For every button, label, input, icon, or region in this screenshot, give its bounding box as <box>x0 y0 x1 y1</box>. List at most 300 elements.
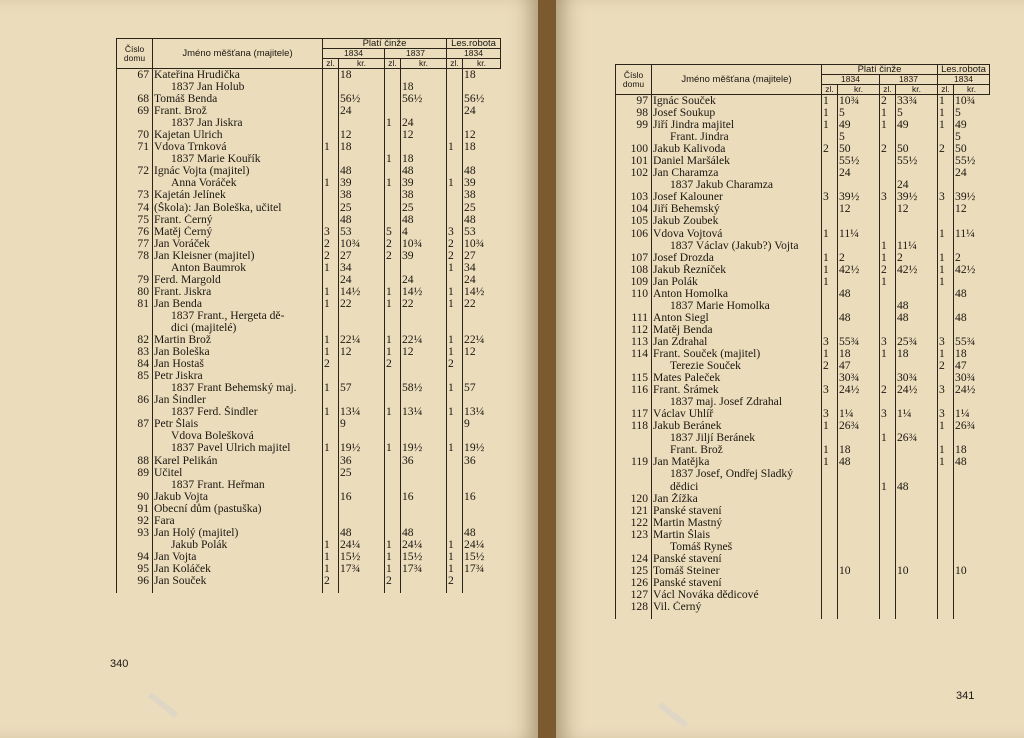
amount-cell <box>323 455 339 467</box>
owner-name-cell: Frant. Černý <box>153 214 323 226</box>
amount-cell: 18 <box>838 444 880 456</box>
amount-cell <box>339 575 385 593</box>
amount-cell <box>447 418 463 430</box>
amount-cell <box>339 153 385 165</box>
amount-cell: 24 <box>463 105 501 117</box>
amount-cell: 2 <box>447 575 463 593</box>
house-number-cell: 126 <box>616 577 652 589</box>
amount-cell <box>938 601 954 619</box>
table-row <box>117 358 501 370</box>
amount-cell <box>938 372 954 384</box>
amount-cell: 1 <box>447 141 463 153</box>
amount-cell <box>838 179 880 191</box>
amount-cell: 25¾ <box>896 336 938 348</box>
amount-cell: 1 <box>880 481 896 493</box>
amount-cell <box>896 456 938 468</box>
amount-cell <box>954 276 990 288</box>
amount-cell <box>880 565 896 577</box>
amount-cell <box>822 601 838 619</box>
amount-cell <box>447 165 463 177</box>
amount-cell <box>463 322 501 334</box>
table-row <box>616 481 990 493</box>
amount-cell <box>323 467 339 479</box>
owner-name-cell: Frant. Šrámek <box>652 384 822 396</box>
house-number-cell: 121 <box>616 505 652 517</box>
owner-name-cell: Panské stavení <box>652 553 822 565</box>
amount-cell <box>822 517 838 529</box>
owner-name-cell: Jan Polák <box>652 276 822 288</box>
unit-header-zl: zl. <box>385 59 401 69</box>
amount-cell <box>323 214 339 226</box>
amount-cell <box>822 481 838 493</box>
amount-cell <box>447 117 463 129</box>
amount-cell <box>896 505 938 517</box>
amount-cell <box>880 215 896 227</box>
amount-cell: 2 <box>447 238 463 250</box>
owner-name-cell: Václav Uhlíř <box>652 408 822 420</box>
amount-cell: 1 <box>323 334 339 346</box>
amount-cell: 49 <box>838 119 880 131</box>
house-number-cell: 71 <box>117 141 153 153</box>
amount-cell: 12 <box>954 203 990 215</box>
amount-cell <box>323 430 339 442</box>
amount-cell <box>880 167 896 179</box>
owner-name-cell: Anton Siegl <box>652 312 822 324</box>
amount-cell: 1 <box>447 382 463 394</box>
table-row <box>616 336 990 348</box>
house-number-cell: 84 <box>117 358 153 370</box>
amount-cell: 1 <box>447 563 463 575</box>
owner-name-cell: Jan Charamza <box>652 167 822 179</box>
amount-cell <box>447 370 463 382</box>
owner-name-cell: Tomáš Ryneš <box>652 541 822 553</box>
owner-name-cell: Frant. Jiskra <box>153 286 323 298</box>
amount-cell: 1 <box>880 348 896 360</box>
amount-cell: 22¼ <box>463 334 501 346</box>
amount-cell: 25 <box>339 467 385 479</box>
amount-cell <box>385 165 401 177</box>
house-number-cell <box>117 406 153 418</box>
amount-cell: 25 <box>339 202 385 214</box>
amount-cell <box>896 444 938 456</box>
amount-cell <box>447 274 463 286</box>
amount-cell <box>838 215 880 227</box>
amount-cell <box>880 203 896 215</box>
amount-cell: 12 <box>463 129 501 141</box>
right-page-number: 341 <box>956 690 975 702</box>
owner-name-cell: Jakub Polák <box>153 539 323 551</box>
house-number-cell: 113 <box>616 336 652 348</box>
amount-cell: 1 <box>323 551 339 563</box>
amount-cell: 39½ <box>896 191 938 203</box>
table-row <box>616 372 990 384</box>
house-number-cell: 109 <box>616 276 652 288</box>
table-row <box>117 238 501 250</box>
amount-cell <box>880 360 896 372</box>
amount-cell: 56½ <box>463 93 501 105</box>
amount-cell <box>323 515 339 527</box>
amount-cell <box>323 370 339 382</box>
amount-cell <box>954 529 990 541</box>
amount-cell: 1 <box>385 298 401 310</box>
table-row <box>117 334 501 346</box>
amount-cell: 2 <box>880 264 896 276</box>
amount-cell <box>401 370 447 382</box>
amount-cell <box>447 479 463 491</box>
owner-name-cell: Vdova Vojtová <box>652 228 822 240</box>
table-row <box>616 288 990 300</box>
col-header-year: 1834 <box>938 75 990 85</box>
amount-cell: 1 <box>323 177 339 189</box>
table-row <box>616 589 990 601</box>
house-number-cell: 111 <box>616 312 652 324</box>
amount-cell <box>385 503 401 515</box>
house-number-cell <box>117 81 153 93</box>
amount-cell: 14½ <box>339 286 385 298</box>
amount-cell: 13¼ <box>463 406 501 418</box>
amount-cell: 1 <box>822 252 838 264</box>
amount-cell: 17¾ <box>463 563 501 575</box>
amount-cell: 27 <box>339 250 385 262</box>
amount-cell <box>385 418 401 430</box>
amount-cell <box>954 493 990 505</box>
amount-cell <box>385 527 401 539</box>
owner-name-cell: Jan Benda <box>153 298 323 310</box>
amount-cell: 1 <box>385 406 401 418</box>
amount-cell: 1 <box>447 262 463 274</box>
amount-cell: 10 <box>896 565 938 577</box>
house-number-cell: 114 <box>616 348 652 360</box>
amount-cell <box>323 93 339 105</box>
amount-cell <box>385 322 401 334</box>
house-number-cell: 127 <box>616 589 652 601</box>
owner-name-cell: Fara <box>153 515 323 527</box>
amount-cell: 58½ <box>401 382 447 394</box>
owner-name-cell: Jan Hostaš <box>153 358 323 370</box>
owner-name-cell: Vdova Bolešková <box>153 430 323 442</box>
table-row <box>616 203 990 215</box>
house-number-cell: 68 <box>117 93 153 105</box>
amount-cell <box>880 179 896 191</box>
amount-cell <box>938 517 954 529</box>
amount-cell: 2 <box>385 575 401 593</box>
unit-header-zl: zl. <box>822 85 838 95</box>
owner-name-cell: Jan Matějka <box>652 456 822 468</box>
amount-cell: 1 <box>447 177 463 189</box>
amount-cell <box>938 589 954 601</box>
amount-cell <box>938 300 954 312</box>
owner-name-cell: Jiří Jindra majitel <box>652 119 822 131</box>
amount-cell <box>401 479 447 491</box>
house-number-cell: 100 <box>616 143 652 155</box>
owner-name-cell: 1837 Frant. Heřman <box>153 479 323 491</box>
amount-cell <box>838 589 880 601</box>
amount-cell: 48 <box>463 214 501 226</box>
amount-cell: 48 <box>339 165 385 177</box>
amount-cell: 15½ <box>401 551 447 563</box>
house-number-cell: 96 <box>117 575 153 593</box>
amount-cell <box>323 69 339 82</box>
col-header-number: Číslo domu <box>117 39 153 69</box>
amount-cell <box>401 394 447 406</box>
amount-cell: 2 <box>880 143 896 155</box>
amount-cell: 3 <box>822 191 838 203</box>
owner-name-cell: 1837 maj. Josef Zdrahal <box>652 396 822 408</box>
amount-cell <box>401 515 447 527</box>
house-number-cell <box>616 240 652 252</box>
amount-cell: 48 <box>401 165 447 177</box>
amount-cell: 1 <box>822 348 838 360</box>
amount-cell <box>880 529 896 541</box>
amount-cell <box>880 288 896 300</box>
amount-cell <box>401 262 447 274</box>
house-number-cell: 116 <box>616 384 652 396</box>
house-number-cell <box>117 262 153 274</box>
amount-cell: 50 <box>896 143 938 155</box>
house-number-cell: 107 <box>616 252 652 264</box>
house-number-cell: 87 <box>117 418 153 430</box>
amount-cell <box>822 179 838 191</box>
amount-cell: 1 <box>938 228 954 240</box>
house-number-cell: 97 <box>616 95 652 108</box>
owner-name-cell: Jan Zdrahal <box>652 336 822 348</box>
amount-cell: 11¼ <box>896 240 938 252</box>
amount-cell: 1 <box>385 177 401 189</box>
amount-cell: 48 <box>954 312 990 324</box>
book-gutter <box>538 0 556 738</box>
amount-cell: 18 <box>339 141 385 153</box>
amount-cell <box>401 467 447 479</box>
amount-cell <box>938 203 954 215</box>
amount-cell <box>822 468 838 480</box>
amount-cell <box>401 358 447 370</box>
amount-cell <box>385 479 401 491</box>
amount-cell <box>339 515 385 527</box>
house-number-cell <box>117 539 153 551</box>
amount-cell <box>385 274 401 286</box>
amount-cell: 1 <box>938 456 954 468</box>
amount-cell <box>401 430 447 442</box>
table-row <box>616 360 990 372</box>
amount-cell: 14½ <box>401 286 447 298</box>
amount-cell <box>447 129 463 141</box>
amount-cell <box>463 467 501 479</box>
owner-name-cell: Jakub Beránek <box>652 420 822 432</box>
amount-cell <box>323 117 339 129</box>
amount-cell <box>896 324 938 336</box>
house-number-cell <box>616 481 652 493</box>
amount-cell: 2 <box>896 252 938 264</box>
table-row <box>117 322 501 334</box>
house-number-cell: 74 <box>117 202 153 214</box>
amount-cell <box>880 396 896 408</box>
amount-cell: 3 <box>880 408 896 420</box>
owner-name-cell: Ferd. Margold <box>153 274 323 286</box>
amount-cell <box>447 189 463 201</box>
house-number-cell: 79 <box>117 274 153 286</box>
house-number-cell <box>117 117 153 129</box>
house-number-cell: 70 <box>117 129 153 141</box>
owner-name-cell: 1837 Marie Kouřík <box>153 153 323 165</box>
amount-cell: 49 <box>954 119 990 131</box>
house-number-cell <box>616 541 652 553</box>
amount-cell: 1 <box>822 420 838 432</box>
amount-cell <box>447 93 463 105</box>
amount-cell <box>385 491 401 503</box>
amount-cell <box>954 589 990 601</box>
owner-name-cell: Panské stavení <box>652 577 822 589</box>
owner-name-cell: Učitel <box>153 467 323 479</box>
amount-cell <box>938 541 954 553</box>
owner-name-cell: Vdova Trnková <box>153 141 323 153</box>
amount-cell <box>323 153 339 165</box>
table-row <box>616 517 990 529</box>
amount-cell <box>463 358 501 370</box>
amount-cell: 1 <box>447 551 463 563</box>
table-row <box>117 479 501 491</box>
amount-cell: 27 <box>463 250 501 262</box>
amount-cell: 1 <box>447 334 463 346</box>
amount-cell: 1 <box>385 117 401 129</box>
amount-cell: 24½ <box>896 384 938 396</box>
amount-cell: 16 <box>339 491 385 503</box>
amount-cell <box>447 515 463 527</box>
amount-cell <box>385 262 401 274</box>
amount-cell: 55½ <box>954 155 990 167</box>
amount-cell: 18 <box>401 153 447 165</box>
amount-cell <box>880 601 896 619</box>
house-number-cell: 115 <box>616 372 652 384</box>
amount-cell <box>463 394 501 406</box>
table-row <box>117 455 501 467</box>
owner-name-cell: 1837 Josef, Ondřej Sladký <box>652 468 822 480</box>
unit-header-kr: kr. <box>339 59 385 69</box>
amount-cell <box>401 575 447 593</box>
table-row <box>117 81 501 93</box>
amount-cell <box>385 214 401 226</box>
amount-cell: 1 <box>323 346 339 358</box>
table-row <box>616 601 990 619</box>
amount-cell <box>447 153 463 165</box>
amount-cell: 18 <box>463 69 501 82</box>
amount-cell <box>838 300 880 312</box>
amount-cell <box>938 432 954 444</box>
amount-cell: 1 <box>447 286 463 298</box>
owner-name-cell: dici (majitelé) <box>153 322 323 334</box>
house-number-cell <box>616 179 652 191</box>
owner-name-cell: 1837 Jakub Charamza <box>652 179 822 191</box>
amount-cell <box>323 274 339 286</box>
amount-cell: 14½ <box>463 286 501 298</box>
amount-cell <box>880 324 896 336</box>
house-number-cell: 81 <box>117 298 153 310</box>
table-row <box>117 430 501 442</box>
amount-cell <box>938 577 954 589</box>
amount-cell <box>938 493 954 505</box>
house-number-cell: 123 <box>616 529 652 541</box>
amount-cell <box>463 503 501 515</box>
amount-cell: 10 <box>838 565 880 577</box>
amount-cell: 1 <box>938 119 954 131</box>
house-number-cell: 102 <box>616 167 652 179</box>
amount-cell: 24 <box>463 274 501 286</box>
amount-cell: 1 <box>822 264 838 276</box>
amount-cell: 25 <box>401 202 447 214</box>
amount-cell <box>447 202 463 214</box>
house-number-cell: 120 <box>616 493 652 505</box>
col-header-number: Číslo domu <box>616 65 652 95</box>
amount-cell <box>838 529 880 541</box>
amount-cell: 34 <box>339 262 385 274</box>
amount-cell: 26¾ <box>954 420 990 432</box>
owner-name-cell: 1837 Pavel Ulrich majitel <box>153 442 323 454</box>
amount-cell: 24 <box>896 179 938 191</box>
table-row <box>616 312 990 324</box>
amount-cell <box>447 394 463 406</box>
amount-cell: 9 <box>463 418 501 430</box>
unit-header-kr: kr. <box>838 85 880 95</box>
amount-cell <box>822 432 838 444</box>
amount-cell: 1 <box>938 348 954 360</box>
amount-cell <box>938 396 954 408</box>
amount-cell <box>447 455 463 467</box>
amount-cell <box>880 420 896 432</box>
amount-cell <box>339 81 385 93</box>
owner-name-cell: Jakub Řezníček <box>652 264 822 276</box>
amount-cell: 10¾ <box>463 238 501 250</box>
amount-cell <box>954 432 990 444</box>
amount-cell <box>822 203 838 215</box>
amount-cell <box>463 430 501 442</box>
house-number-cell <box>117 177 153 189</box>
amount-cell: 18 <box>954 444 990 456</box>
table-row <box>117 69 501 82</box>
amount-cell: 36 <box>339 455 385 467</box>
amount-cell: 56½ <box>401 93 447 105</box>
amount-cell <box>822 155 838 167</box>
owner-name-cell: Kajetán Jelínek <box>153 189 323 201</box>
owner-name-cell: dědici <box>652 481 822 493</box>
amount-cell <box>447 105 463 117</box>
amount-cell: 25 <box>463 202 501 214</box>
amount-cell <box>822 300 838 312</box>
house-number-cell: 86 <box>117 394 153 406</box>
house-number-cell: 80 <box>117 286 153 298</box>
amount-cell <box>822 529 838 541</box>
owner-name-cell: Vil. Černý <box>652 601 822 619</box>
amount-cell: 1 <box>385 153 401 165</box>
owner-name-cell: Josef Kalouner <box>652 191 822 203</box>
amount-cell: 12 <box>339 129 385 141</box>
amount-cell: 10¾ <box>838 95 880 108</box>
table-row <box>616 179 990 191</box>
unit-header-kr: kr. <box>954 85 990 95</box>
col-header-rent: Platí činže <box>323 39 447 49</box>
owner-name-cell: Frant. Souček (majitel) <box>652 348 822 360</box>
amount-cell <box>822 240 838 252</box>
owner-name-cell: Anton Baumrok <box>153 262 323 274</box>
amount-cell <box>896 517 938 529</box>
amount-cell: 39½ <box>954 191 990 203</box>
amount-cell <box>838 468 880 480</box>
amount-cell <box>323 129 339 141</box>
table-row <box>117 515 501 527</box>
amount-cell: 1 <box>822 107 838 119</box>
amount-cell <box>880 493 896 505</box>
owner-name-cell: 1837 Marie Homolka <box>652 300 822 312</box>
amount-cell <box>896 468 938 480</box>
amount-cell <box>323 503 339 515</box>
